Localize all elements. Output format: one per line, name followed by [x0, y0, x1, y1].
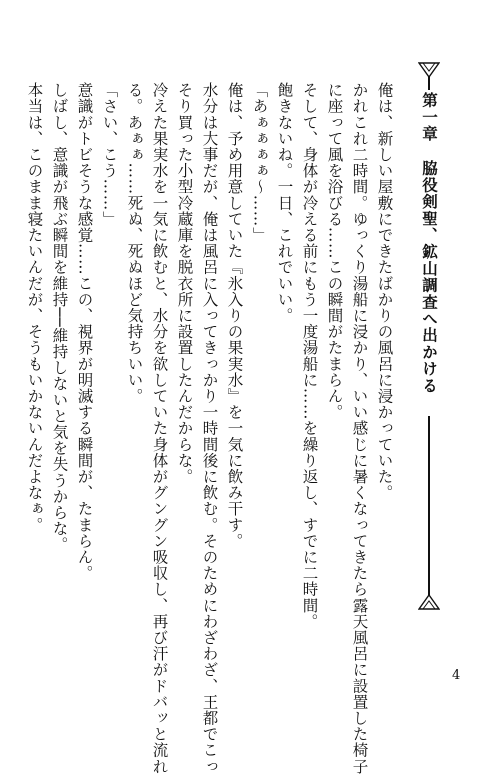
text-column-1: 俺は、新しい屋敷にできたばかりの風呂に浸かっていた。	[375, 82, 394, 501]
chapter-title: 脇役剣聖、鉱山調査へ出かける	[420, 160, 439, 394]
text-column-6: 「あぁぁぁぁ〜……」	[250, 82, 269, 243]
text-column-12: 「さい、こう……」	[100, 82, 119, 227]
text-column-4: そして、身体が冷える前にもう一度湯船に……を繰り返し、すでに二時間。	[300, 82, 319, 630]
text-column-5: 飽きないね。一日、これでいい。	[275, 82, 294, 324]
chapter-heading	[414, 90, 444, 416]
text-column-11: る。あぁぁ……死ぬ、死ぬほど気持ちいい。	[125, 82, 144, 404]
text-column-8: 水分は大事だが、俺は風呂に入ってきっかり一時間後に飲む。そのためにわざわざ、王都でこっ	[200, 82, 219, 774]
text-column-9: そり買った小型冷蔵庫を脱衣所に設置したんだからな。	[175, 82, 194, 485]
chapter-banner	[412, 62, 446, 610]
text-column-2: かれこれ二時間。ゆっくり湯船に浸かり、いい感じに暑くなってきたら露天風呂に設置した椅子	[350, 82, 369, 774]
text-column-15: 本当は、このまま寝たいんだが、そうもいかないんだよなぁ。	[25, 82, 44, 533]
chapter-number: 第一章	[420, 92, 439, 143]
text-column-14: しばし、意識が飛ぶ瞬間を維持──維持しないと気を失うからな。	[50, 82, 69, 553]
text-column-13: 意識がトビそうな感覚……この、視界が明滅する瞬間が、たまらん。	[75, 82, 94, 582]
banner-ornament-bottom	[418, 594, 440, 610]
text-column-10: 冷えた果実水を一気に飲むと、水分を欲していた身体がグングン吸収し、再び汗がドバッと流れ	[150, 82, 169, 774]
text-column-3: に座って風を浴びる……この瞬間がたまらん。	[325, 82, 344, 421]
text-column-7: 俺は、予め用意していた『氷入りの果実水』を一気に飲み干す。	[225, 82, 244, 549]
page-number: 4	[452, 668, 461, 683]
